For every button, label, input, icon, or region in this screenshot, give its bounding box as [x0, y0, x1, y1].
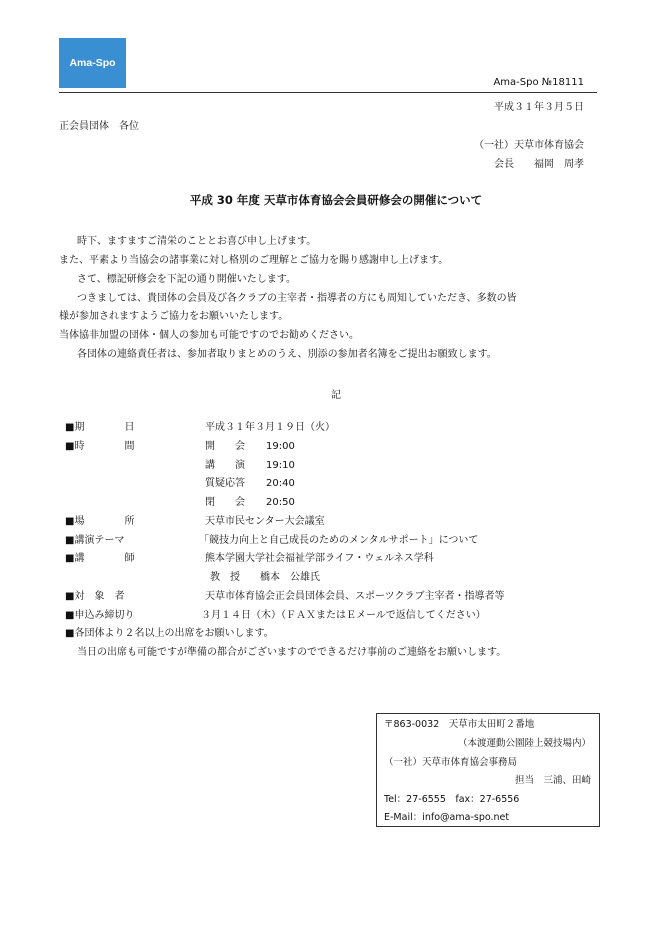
issue-date: 平成３１年３月５日	[494, 102, 584, 113]
sender-org: （一社）天草市体育協会	[474, 140, 584, 151]
contact-staff: 担当 三浦、田崎	[514, 775, 591, 786]
schedule-event: 講 演	[205, 460, 245, 471]
contact-phone: Tel：27-6555 fax：27-6556	[384, 794, 520, 805]
body-line-1: 時下、ますますご清栄のこととお喜び申し上げます。	[77, 236, 317, 247]
schedule-event: 閉 会	[205, 497, 245, 508]
theme-value: 「競技力向上と自己成長のためのメンタルサポート」について	[199, 535, 479, 546]
page-title: 平成 30 年度 天草市体育協会会員研修会の開催について	[189, 193, 483, 207]
doc-number: Ama-Spo №18111	[493, 77, 584, 88]
sender-name: 会長 福岡 周孝	[494, 159, 584, 170]
target-label: ■対 象 者	[65, 591, 125, 602]
deadline-value: ３月１４日（木）（ＦＡＸまたはＥメールで返信してください）	[201, 610, 486, 621]
logo-text: Ama-Spo	[69, 57, 116, 69]
body-line-7: 各団体の連絡責任者は、参加者取りまとめのうえ、別添の参加者名簿をご提出お願致します。	[77, 349, 497, 360]
contact-email: E-Mail：info@ama-spo.net	[384, 812, 510, 823]
time-label: ■時 間	[65, 441, 135, 452]
schedule-time: 20:50	[266, 497, 295, 508]
deadline-label: ■申込み締切り	[65, 610, 135, 621]
header-divider	[59, 92, 597, 93]
lecturer-affiliation: 熊本学園大学社会福祉学部ライフ・ウェルネス学科	[205, 553, 434, 564]
contact-office: （一社）天草市体育協会事務局	[384, 757, 518, 768]
schedule-event: 質疑応答	[205, 478, 245, 489]
body-line-6: 当体協非加盟の団体・個人の参加も可能ですのでお勧めください。	[59, 330, 359, 341]
schedule-time: 19:00	[266, 441, 295, 452]
date-label: ■期 日	[65, 422, 135, 433]
contact-address: 〒863-0032 天草市太田町２番地	[384, 719, 535, 730]
place-label: ■場 所	[65, 516, 135, 527]
lecturer-name: 教 授 橋本 公雄氏	[210, 572, 320, 583]
theme-label: ■講演テーマ	[65, 535, 125, 546]
body-line-5: 様が参加されますようご協力をお願いいたします。	[59, 311, 289, 322]
body-line-2: また、平素より当協会の諸事業に対し格別のご理解とご協力を賜り感謝申し上げます。	[59, 255, 449, 266]
attendance-note: ■各団体より２名以上の出席をお願いします。	[65, 628, 274, 639]
schedule-time: 20:40	[266, 478, 295, 489]
target-value: 天草市体育協会正会員団体会員、スポーツクラブ主宰者・指導者等	[205, 591, 505, 602]
body-line-3: さて、標記研修会を下記の通り開催いたします。	[77, 274, 296, 285]
place-value: 天草市民センター大会議室	[205, 516, 325, 527]
lecturer-label: ■講 師	[65, 553, 135, 564]
body-line-4: つきましては、貴団体の会員及び各クラブの主宰者・指導者の方にも周知していただき、多数の皆	[77, 293, 517, 304]
ki-heading: 記	[331, 390, 341, 401]
schedule-event: 開 会	[205, 441, 245, 452]
contact-box	[376, 713, 600, 827]
date-value: 平成３１年３月１９日（火）	[205, 422, 335, 433]
logo	[59, 38, 126, 88]
schedule-time: 19:10	[266, 460, 295, 471]
addressee: 正会員団体 各位	[59, 121, 139, 132]
attendance-note-2: 当日の出席も可能ですが準備の都合がございますのでできるだけ事前のご連絡をお願いします。	[77, 647, 507, 658]
contact-location: （本渡運動公園陸上競技場内）	[457, 738, 591, 749]
